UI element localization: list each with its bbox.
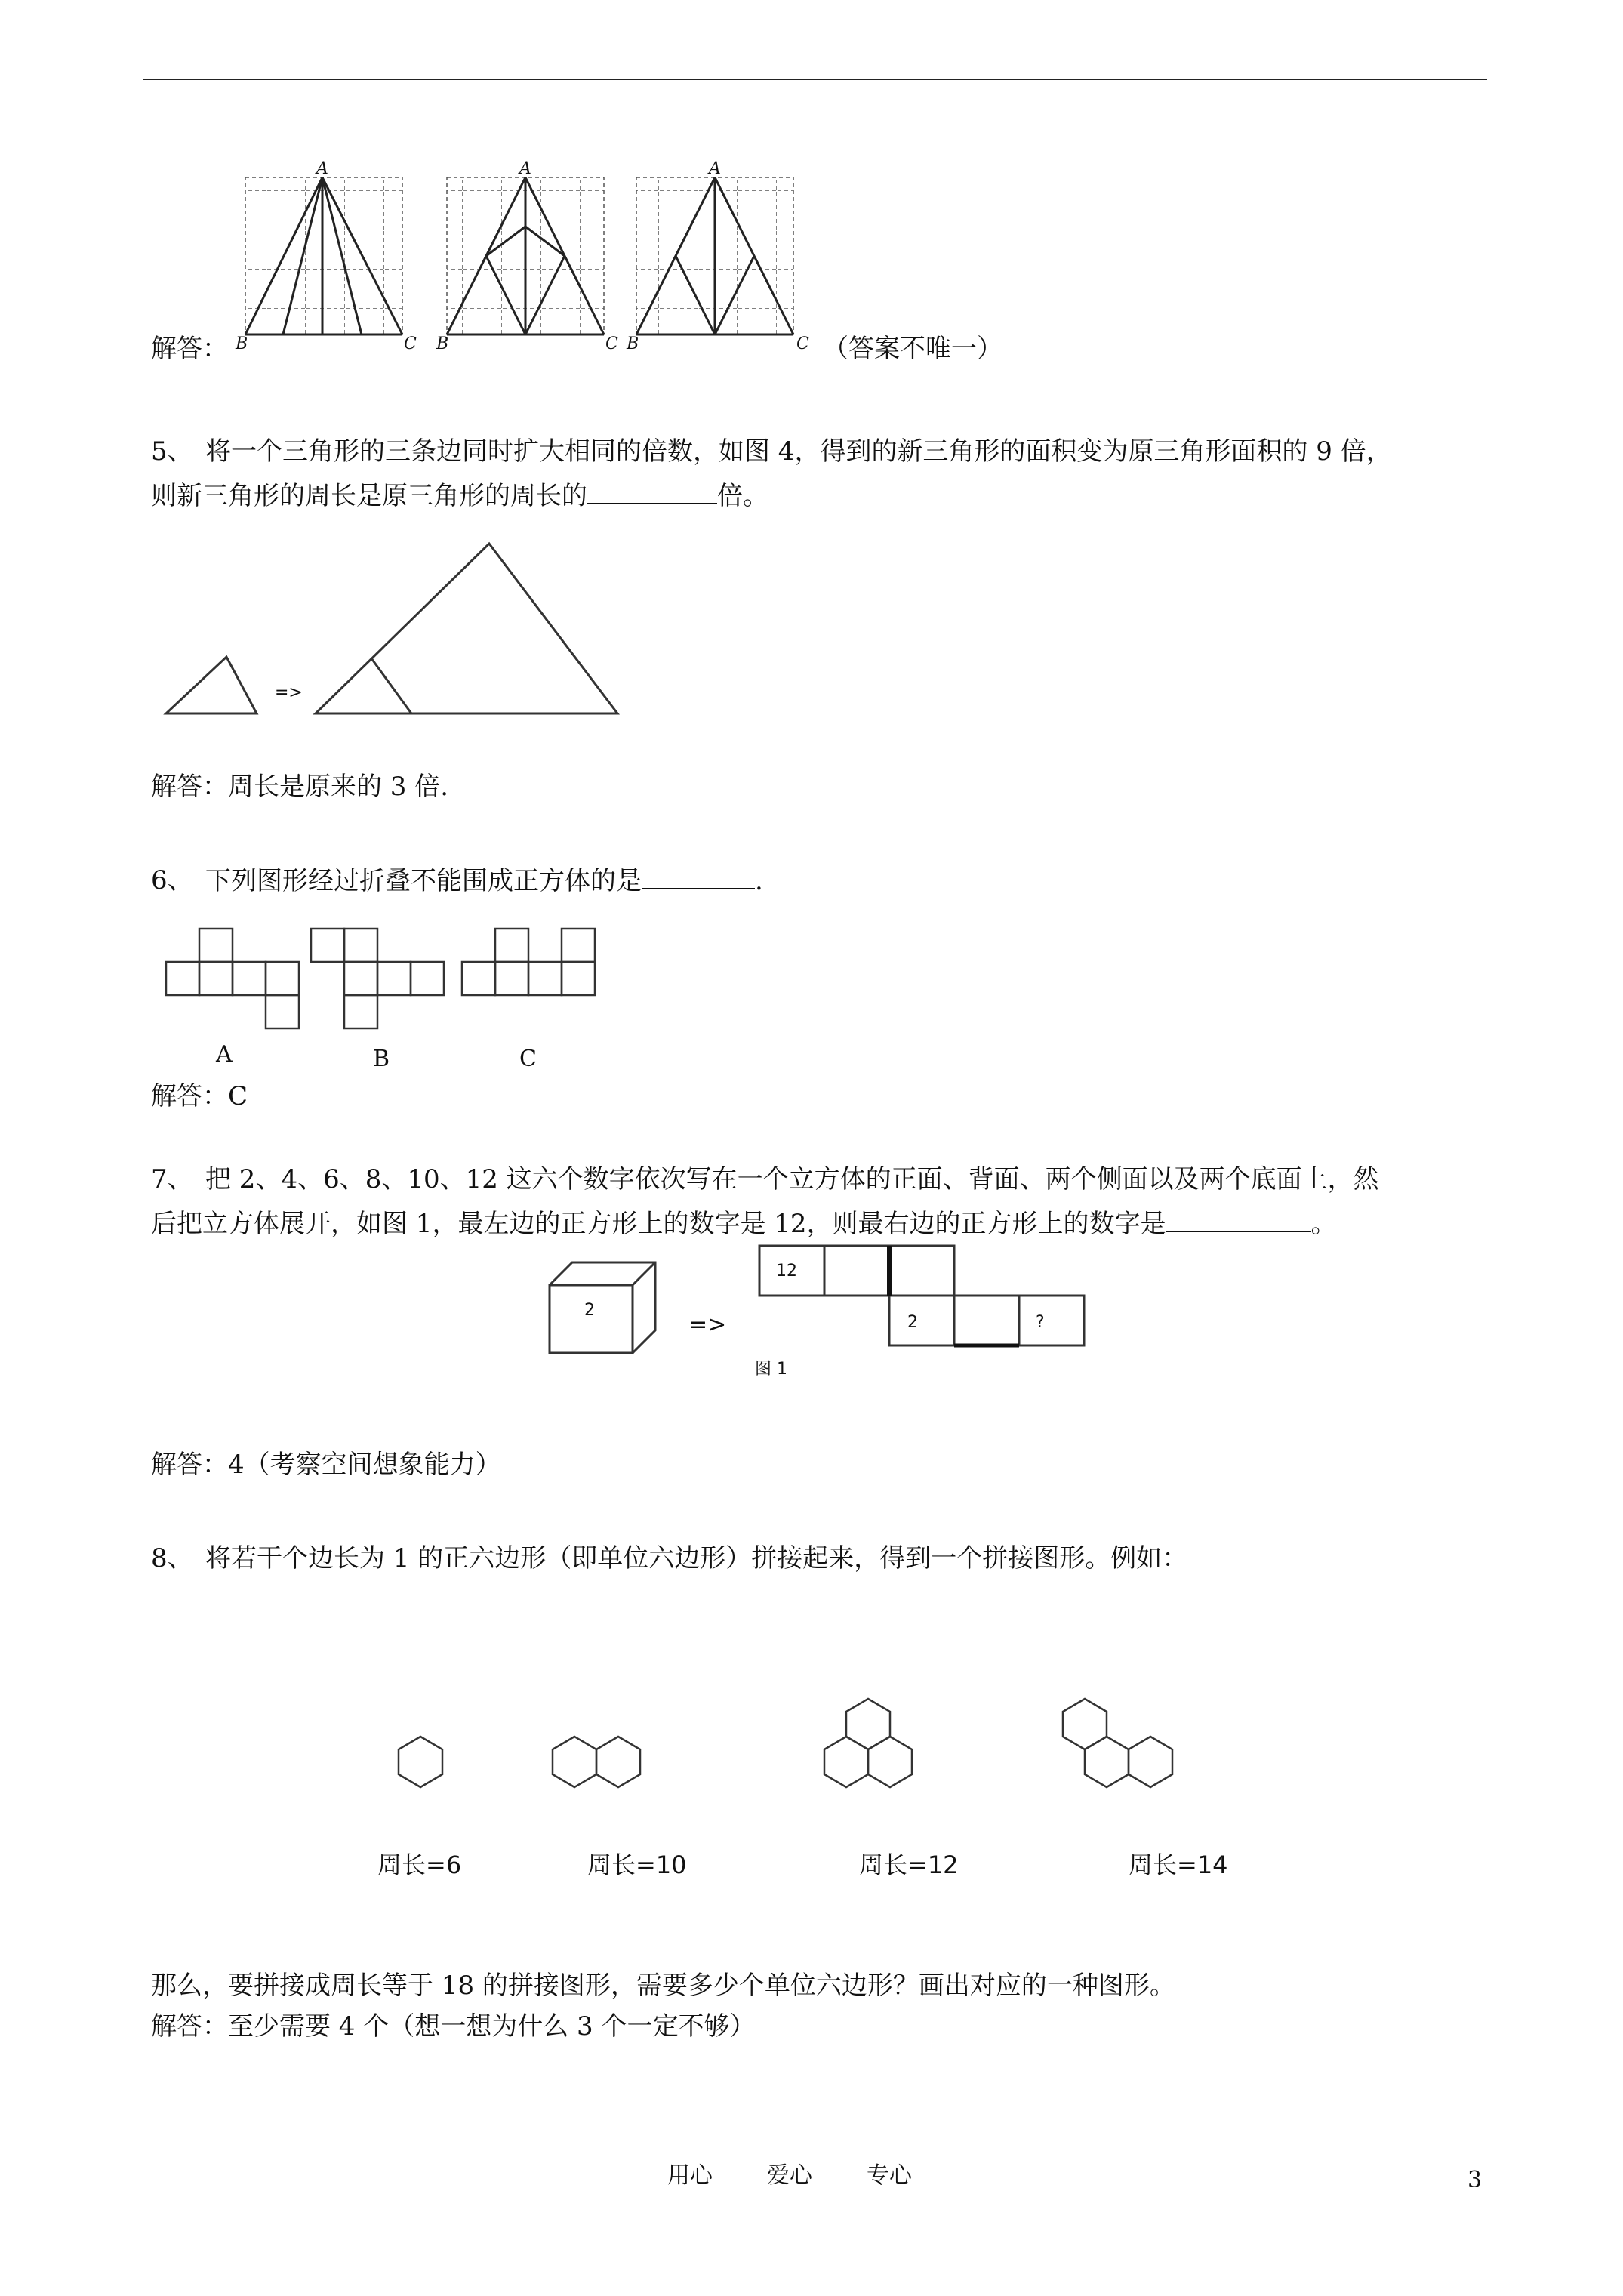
- q4-label-a-2: A: [519, 159, 531, 178]
- q7-cube-number: 2: [584, 1301, 595, 1320]
- q8-caption-3: 周长=12: [859, 1851, 959, 1879]
- q4-grid-3: [626, 159, 809, 353]
- q5-arrow: =>: [275, 683, 303, 702]
- footer-word-2: 爱心: [767, 2162, 812, 2189]
- q4-label-b-3: B: [627, 334, 639, 353]
- q5-figure: [151, 529, 634, 725]
- q6-option-b: B: [373, 1046, 390, 1072]
- q4-triangle-figures: [226, 151, 830, 362]
- q7-answer-blank[interactable]: [1166, 1208, 1311, 1232]
- q4-grid-1: [235, 159, 417, 353]
- q4-label-c-1: C: [404, 334, 417, 353]
- q7-line1: 把 2、4、6、8、10、12 这六个数字依次写在一个立方体的正面、背面、两个侧面以及两个底面上，然: [205, 1164, 1379, 1194]
- q8-text: 将若干个边长为 1 的正六边形（即单位六边形）拼接起来，得到一个拼接图形。例如：: [205, 1543, 1188, 1573]
- q5-line2: [151, 480, 768, 511]
- q7-line2-after: 。: [1310, 1209, 1337, 1239]
- q6-net-b: [311, 929, 444, 1028]
- q4-grid-2: [436, 159, 618, 353]
- q5-answer: 解答：周长是原来的 3 倍.: [151, 772, 449, 802]
- q8-caption-2: 周长=10: [587, 1851, 687, 1879]
- q7-answer: 解答：4（考察空间想象能力）: [151, 1450, 501, 1480]
- q7-line2-before: 后把立方体展开，如图 1，最左边的正方形上的数字是 12，则最右边的正方形上的数字是: [151, 1209, 1166, 1239]
- q7-net-question: ?: [1036, 1313, 1045, 1332]
- q6-text: [205, 865, 763, 896]
- q5-answer-blank[interactable]: [587, 480, 717, 504]
- q6-option-c: C: [519, 1046, 537, 1072]
- footer-word-3: 专心: [867, 2162, 912, 2189]
- page-number: 3: [1467, 2167, 1483, 2193]
- q6-answer: 解答：C: [151, 1081, 248, 1111]
- q8-caption-1: 周长=6: [377, 1851, 462, 1879]
- q4-label-b-1: B: [236, 334, 248, 353]
- q5-large-triangle: [316, 544, 617, 713]
- q7-number: 7、: [151, 1164, 193, 1194]
- q6-answer-blank[interactable]: [642, 865, 755, 889]
- q4-note: （答案不唯一）: [823, 334, 1002, 364]
- q7-fig-label: 图 1: [755, 1360, 787, 1379]
- q7-figure: [528, 1238, 1102, 1397]
- q7-line2: [151, 1208, 1337, 1239]
- q4-label-c-2: C: [605, 334, 618, 353]
- q7-arrow: =>: [688, 1311, 727, 1338]
- q4-label-c-3: C: [796, 334, 809, 353]
- q6-option-a: A: [216, 1041, 233, 1068]
- header-rule: [143, 79, 1487, 80]
- q5-line1: 将一个三角形的三条边同时扩大相同的倍数，如图 4，得到的新三角形的面积变为原三角形面积的 9 倍，: [205, 436, 1392, 467]
- q8-question: 那么，要拼接成周长等于 18 的拼接图形，需要多少个单位六边形？画出对应的一种图形。: [151, 1971, 1175, 2001]
- q4-label-b-2: B: [436, 334, 449, 353]
- q8-number: 8、: [151, 1543, 193, 1573]
- q7-net-2: 2: [907, 1313, 918, 1332]
- q8-captions: [377, 1850, 1329, 1895]
- q6-net-a: [166, 929, 299, 1028]
- footer-word-1: 用心: [667, 2162, 713, 2189]
- q7-cube: [550, 1262, 655, 1353]
- q6-text-before: 下列图形经过折叠不能围成正方体的是: [205, 866, 642, 896]
- q8-caption-4: 周长=14: [1129, 1851, 1228, 1879]
- q5-small-triangle: [166, 657, 257, 713]
- q7-net-12: 12: [776, 1262, 797, 1281]
- q5-number: 5、: [151, 436, 193, 467]
- q6-number: 6、: [151, 865, 193, 895]
- q6-figures: [151, 921, 619, 1072]
- q4-answer-label: 解答：: [151, 334, 228, 364]
- q5-line2-before: 则新三角形的周长是原三角形的周长的: [151, 481, 587, 511]
- q4-label-a-3: A: [709, 159, 721, 178]
- q6-text-after: .: [755, 866, 763, 896]
- q6-net-c: [462, 929, 595, 995]
- q5-line2-after: 倍。: [717, 481, 768, 511]
- q4-label-a-1: A: [316, 159, 328, 178]
- q8-answer: 解答：至少需要 4 个（想一想为什么 3 个一定不够）: [151, 2011, 756, 2042]
